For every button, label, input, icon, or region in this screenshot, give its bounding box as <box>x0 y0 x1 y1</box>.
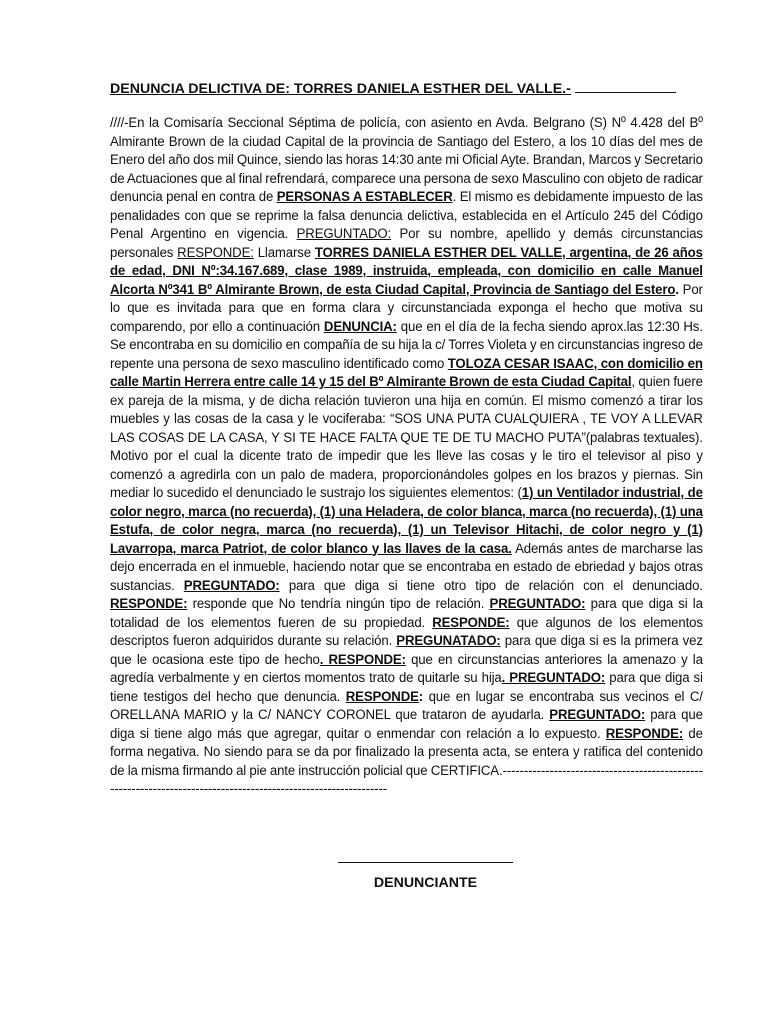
body-emphasis-segment: TORRES DANIELA ESTHER DEL VALLE, argentina, de 26 años de edad, DNI Nº:34.167.689, clase 1989, instruida, empleada, con domicilio en calle Manuel Alcorta Nº341 Bº Almirante Brown, de esta Ciudad Capital, Provincia de Santiago del Estero <box>110 243 703 297</box>
title-underline-fill <box>575 78 676 93</box>
body-emphasis-segment: PREGUNTADO: <box>549 706 646 722</box>
body-emphasis-segment: PERSONAS A ESTABLECER <box>276 188 453 204</box>
body-text-segment: que en el día de la fecha siendo aprox.las 12:30 Hs. Se encontraba en su domicilio en compañía de su hija la c/ Torres Violeta y en circunstancias ingreso de repente una persona de sexo masculino identificado como <box>110 317 703 371</box>
body-text-segment: que en lugar se encontraba sus vecinos el C/ ORELLANA MARIO y la C/ NANCY CORONEL que trataron de ayudarla. <box>110 687 703 722</box>
body-emphasis-segment: . <box>675 280 679 297</box>
body-emphasis-segment: DENUNCIA: <box>323 317 397 334</box>
body-emphasis-segment: RESPONDE: <box>605 724 684 741</box>
body-text-segment: . El mismo es debidamente impuesto de las penalidades con que se reprime la falsa denuncia delictiva, establecida en el Artículo 245 del Código Penal Argentino en vigencia. <box>110 188 703 241</box>
body-text-segment: , quien fuere ex pareja de la misma, y de dicha relación tuvieron una hija en común. El mismo comenzó a tirar los muebles y las cosas de la casa y le vociferaba: “SOS UNA PUTA CUALQUIERA , TE VOY A LLEVAR LAS COSAS DE LA CASA, Y SI TE HACE FALTA QUE TE DE TU MACHO PUTA”(palabras textuales). Motivo por el cual la dicente trato de impedir que les lleve las cosas y le tiro el televisor al piso y comenzó a agredirla con un palo de madera, proporcionándoles golpes en los brazos y piernas. Sin mediar lo sucedido el denunciado le sustrajo los siguientes elementos: ( <box>110 373 703 500</box>
body-text-segment: ////-En la Comisaría Seccional Séptima de policía, con asiento en Avda. Belgrano (S) Nº 4.428 del Bº Almirante Brown de la ciudad Capital de la provincia de Santiago del Estero, a los 10 días del mes de Enero del año dos mil Quince, siendo las horas 14:30 ante mi Oficial Ayte. Brandan, Marcos y Secretario de Actuaciones que al final refrendará, comparece una persona de sexo Masculino con objeto de radicar denuncia penal en contra de <box>110 114 703 204</box>
body-emphasis-segment: PREGUNTADO: <box>489 595 586 611</box>
body-text-segment: Además antes de marcharse las dejo encerrada en el inmueble, haciendo notar que se encontraba en estado de ebriedad y bajos otras sustancias. <box>110 539 703 593</box>
body-text-segment: Llamarse <box>253 243 315 260</box>
document-title-text: DENUNCIA DELICTIVA DE: TORRES DANIELA ESTHER DEL VALLE.- <box>110 81 571 97</box>
body-emphasis-segment: RESPONDE <box>345 687 419 704</box>
body-text-segment: de forma negativa. No siendo para se da por finalizado la presenta acta, se entera y ratifica del contenido de la misma firmando al pie ante instrucción policial que CERTIFICA.---------------------------------------------------------------------------------------------------------------- <box>110 724 703 796</box>
body-emphasis-segment: . RESPONDE: <box>319 650 406 667</box>
body-text-segment: para que diga si tiene algo más que agregar, quitar o enmendar con relación a lo expuesto. <box>110 706 703 741</box>
body-emphasis-segment: RESPONDE: <box>177 243 254 260</box>
body-emphasis-segment: TOLOZA CESAR ISAAC, con domicilio en calle Martin Herrera entre calle 14 y 15 del Bº Almirante Brown de esta Ciudad Capital <box>110 354 703 389</box>
document-title <box>110 78 710 98</box>
body-emphasis-segment: : <box>418 687 424 704</box>
body-text-segment: que algunos de los elementos descriptos fueron adquiridos durante su relación. <box>110 613 703 648</box>
document-body <box>110 113 703 798</box>
body-paragraph <box>110 113 703 798</box>
body-emphasis-segment: PREGUNTADO: <box>296 225 392 241</box>
body-emphasis-segment: RESPONDE: <box>432 613 510 630</box>
body-text-segment: para que diga si es la primera vez que le ocasiona este tipo de hecho <box>110 632 703 667</box>
body-text-segment: que en circunstancias anteriores la amenazo y la agredía verbalmente y en ciertos momentos trato de quitarle su hija <box>110 650 703 685</box>
signature-line <box>338 862 513 863</box>
signature-label: DENUNCIANTE <box>373 875 478 891</box>
body-text-segment: Por su nombre, apellido y demás circunstancias personales <box>110 225 703 260</box>
body-emphasis-segment: RESPONDE: <box>110 595 188 611</box>
body-text-segment: para que diga si la totalidad de los elementos fueren de su propiedad. <box>110 595 703 630</box>
body-emphasis-segment: PREGUNATADO: <box>396 632 501 648</box>
body-emphasis-segment: PREGUNTADO: <box>183 576 280 593</box>
body-text-segment: para que diga si tiene testigos del hecho que denuncia. <box>110 669 703 704</box>
body-text-segment: para que diga si tiene otro tipo de relación con el denunciado. <box>279 576 703 593</box>
body-text-segment: Por lo que es invitada para que en forma clara y circunstanciada exponga el hecho que motiva su comparendo, por ello a continuación <box>110 280 703 334</box>
body-emphasis-segment: 1) un Ventilador industrial, de color negro, marca (no recuerda), (1) una Heladera, de color blanca, marca (no recuerda), (1) una Estufa, de color negra, marca (no recuerda), (1) un Televisor Hitachi, de color negro y (1) Lavarropa, marca Patriot, de color blanco y las llaves de la casa. <box>110 484 703 556</box>
body-text-segment: responde que No tendría ningún tipo de relación. <box>187 595 490 611</box>
body-emphasis-segment: . PREGUNTADO: <box>501 669 606 685</box>
